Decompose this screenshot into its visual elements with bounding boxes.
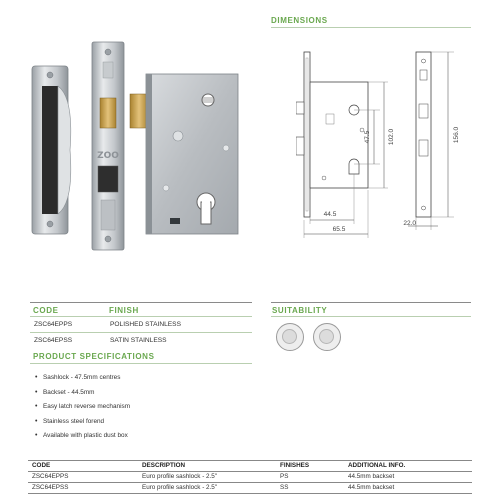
suitability-heading: SUITABILITY xyxy=(272,306,328,315)
product-photo xyxy=(30,38,242,253)
table-cell: PS xyxy=(280,473,289,480)
suitability-divider xyxy=(271,316,471,317)
code-value: ZSC64EPPS xyxy=(34,321,73,328)
table-cell: SS xyxy=(280,484,289,491)
dim-centres: 47.5 xyxy=(364,130,371,144)
finish-heading: FINISH xyxy=(109,306,139,315)
code-table-head-rule xyxy=(30,316,252,317)
table-cell: 44.5mm backset xyxy=(348,484,395,491)
code-heading: CODE xyxy=(33,306,59,315)
dim-backset: 44.5 xyxy=(323,211,337,218)
product-specs-heading: PRODUCT SPECIFICATIONS xyxy=(33,352,155,361)
dim-case-height: 102.0 xyxy=(388,128,395,146)
spec-item: • Stainless steel forend xyxy=(35,415,255,430)
table-cell: Euro profile sashlock - 2.5" xyxy=(142,473,218,480)
suitability-badge-icon xyxy=(313,323,341,351)
forend xyxy=(92,42,124,250)
table-row xyxy=(28,482,472,493)
house-icon xyxy=(282,329,297,344)
dim-overall: 65.5 xyxy=(332,226,346,233)
brand-stamp: ZOO xyxy=(97,151,119,161)
code-value: ZSC64EPSS xyxy=(34,337,73,344)
table-header-code: CODE xyxy=(32,462,51,469)
building-icon xyxy=(319,329,334,344)
spec-item: • Easy latch reverse mechanism xyxy=(35,400,255,415)
table-header-description: DESCRIPTION xyxy=(142,462,186,469)
strike-plate xyxy=(32,66,71,234)
dim-forend-width: 22.0 xyxy=(403,220,416,227)
table-cell: Euro profile sashlock - 2.5" xyxy=(142,484,218,491)
dim-forend-height: 156.0 xyxy=(453,126,460,144)
table-header-row xyxy=(28,460,472,471)
code-row-rule xyxy=(30,332,252,333)
suitability-badge-icon xyxy=(276,323,304,351)
table-cell: ZSC64EPSS xyxy=(32,484,69,491)
table-bottom-rule xyxy=(28,493,472,494)
spec-list xyxy=(35,371,255,444)
finish-value: SATIN STAINLESS xyxy=(110,337,167,344)
dimensions-drawing xyxy=(296,40,486,240)
code-table-top-rule xyxy=(30,302,252,303)
table-row xyxy=(28,471,472,482)
product-table xyxy=(28,460,472,493)
table-header-finishes: FINISHES xyxy=(280,462,310,469)
table-cell: ZSC64EPPS xyxy=(32,473,69,480)
spec-item: • Backset - 44.5mm xyxy=(35,386,255,401)
spec-item: • Sashlock - 47.5mm centres xyxy=(35,371,255,386)
dimensions-heading: DIMENSIONS xyxy=(271,16,328,25)
finish-value: POLISHED STAINLESS xyxy=(110,321,181,328)
table-header-additional: ADDITIONAL INFO. xyxy=(348,462,406,469)
lock-case xyxy=(130,74,238,234)
table-cell: 44.5mm backset xyxy=(348,473,395,480)
specs-divider xyxy=(30,363,252,364)
spec-item: • Available with plastic dust box xyxy=(35,429,255,444)
suitability-top-rule xyxy=(271,302,471,303)
dimensions-divider xyxy=(271,27,471,28)
